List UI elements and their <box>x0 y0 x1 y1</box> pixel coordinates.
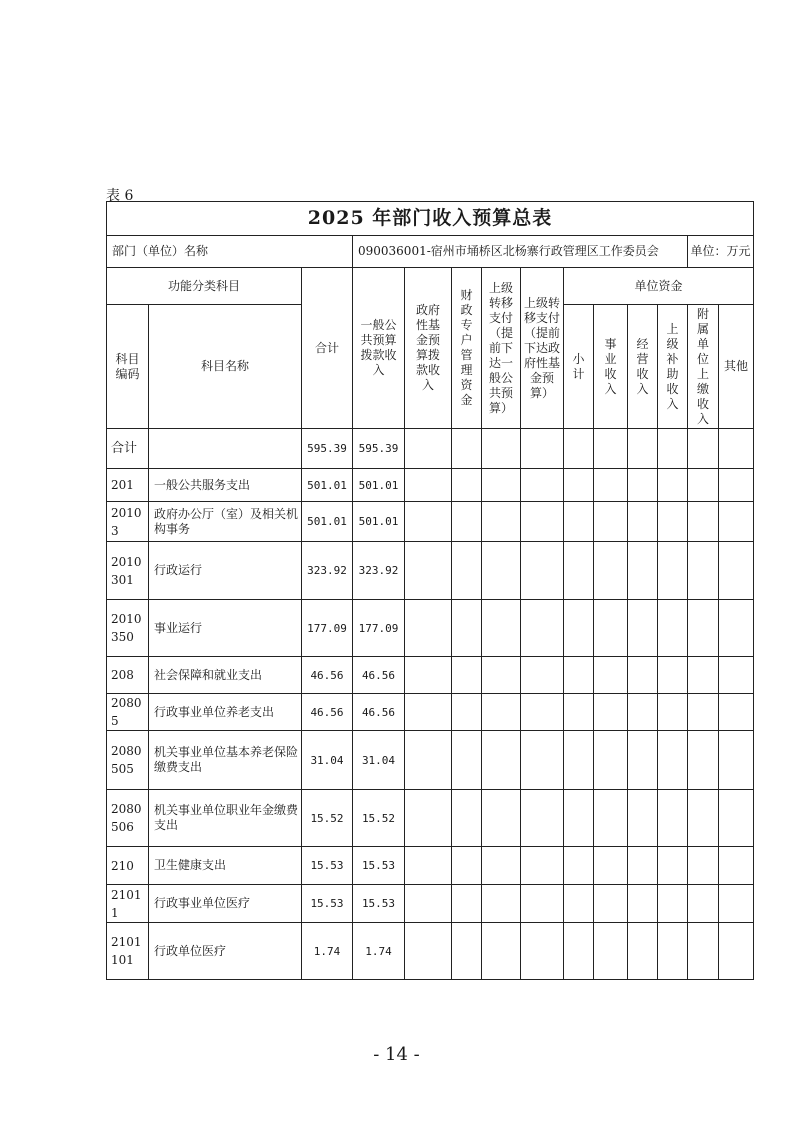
row-general: 1.74 <box>353 923 405 980</box>
row-name: 事业运行 <box>149 600 302 657</box>
row-code: 2080505 <box>107 731 149 790</box>
row-name: 行政事业单位养老支出 <box>149 694 302 731</box>
row-name: 政府办公厅（室）及相关机构事务 <box>149 502 302 542</box>
row-total: 501.01 <box>302 469 353 502</box>
table-row <box>107 923 754 980</box>
row-general: 595.39 <box>353 429 405 469</box>
row-code: 210 <box>107 847 149 885</box>
header-affiliated-income: 附属单位上缴收入 <box>688 305 719 429</box>
row-total: 31.04 <box>302 731 353 790</box>
row-code: 2010301 <box>107 542 149 600</box>
row-general: 46.56 <box>353 694 405 731</box>
row-general: 46.56 <box>353 657 405 694</box>
table-row <box>107 847 754 885</box>
row-code: 合计 <box>107 429 149 469</box>
row-name: 行政事业单位医疗 <box>149 885 302 923</box>
dept-label: 部门（单位）名称 <box>107 236 353 268</box>
row-total: 1.74 <box>302 923 353 980</box>
dept-value: 090036001-宿州市埇桥区北杨寨行政管理区工作委员会 <box>353 236 688 268</box>
table-row <box>107 694 754 731</box>
row-name: 社会保障和就业支出 <box>149 657 302 694</box>
row-total: 15.53 <box>302 847 353 885</box>
row-general: 15.52 <box>353 790 405 847</box>
budget-table <box>106 201 754 980</box>
row-total: 15.52 <box>302 790 353 847</box>
row-general: 323.92 <box>353 542 405 600</box>
row-name: 行政单位医疗 <box>149 923 302 980</box>
row-total: 501.01 <box>302 502 353 542</box>
row-total: 15.53 <box>302 885 353 923</box>
table-row <box>107 600 754 657</box>
row-name: 机关事业单位基本养老保险缴费支出 <box>149 731 302 790</box>
row-general: 501.01 <box>353 469 405 502</box>
row-code: 21011 <box>107 885 149 923</box>
row-total: 46.56 <box>302 657 353 694</box>
row-total: 595.39 <box>302 429 353 469</box>
header-upper-general: 上级转移支付（提前下达一般公共预算） <box>482 268 521 429</box>
header-fiscal-special: 财政专户管理资金 <box>452 268 482 429</box>
table-row <box>107 885 754 923</box>
table-label: 表 6 <box>106 188 134 204</box>
table-row <box>107 502 754 542</box>
table-row <box>107 731 754 790</box>
header-func-category: 功能分类科目 <box>107 268 302 305</box>
row-name: 一般公共服务支出 <box>149 469 302 502</box>
row-code: 20805 <box>107 694 149 731</box>
header-total: 合计 <box>302 268 353 429</box>
row-total: 46.56 <box>302 694 353 731</box>
row-name: 机关事业单位职业年金缴费支出 <box>149 790 302 847</box>
header-name: 科目名称 <box>149 305 302 429</box>
header-upper-fund: 上级转移支付（提前下达政府性基金预算） <box>521 268 564 429</box>
table-row <box>107 657 754 694</box>
row-total: 323.92 <box>302 542 353 600</box>
header-gov-fund: 政府性基金预算拨款收入 <box>405 268 452 429</box>
header-general-budget: 一般公共预算拨款收入 <box>353 268 405 429</box>
row-code: 201 <box>107 469 149 502</box>
page-title: 2025 年部门收入预算总表 <box>107 202 754 236</box>
row-general: 31.04 <box>353 731 405 790</box>
row-code: 2101101 <box>107 923 149 980</box>
table-row <box>107 429 754 469</box>
row-general: 501.01 <box>353 502 405 542</box>
row-total: 177.09 <box>302 600 353 657</box>
header-upper-subsidy: 上级补助收入 <box>658 305 688 429</box>
row-general: 15.53 <box>353 885 405 923</box>
header-code: 科目编码 <box>107 305 149 429</box>
row-name: 行政运行 <box>149 542 302 600</box>
header-business-income: 事业收入 <box>594 305 628 429</box>
table-row <box>107 469 754 502</box>
row-code: 20103 <box>107 502 149 542</box>
row-name: 卫生健康支出 <box>149 847 302 885</box>
row-general: 15.53 <box>353 847 405 885</box>
row-name <box>149 429 302 469</box>
table-row <box>107 790 754 847</box>
row-code: 2010350 <box>107 600 149 657</box>
header-other: 其他 <box>719 305 754 429</box>
row-code: 2080506 <box>107 790 149 847</box>
row-code: 208 <box>107 657 149 694</box>
header-operating-income: 经营收入 <box>628 305 658 429</box>
table-row <box>107 542 754 600</box>
row-general: 177.09 <box>353 600 405 657</box>
page-number: - 14 - <box>373 1044 420 1065</box>
header-unit-funds: 单位资金 <box>564 268 754 305</box>
unit-label: 单位：万元 <box>688 236 754 268</box>
header-subtotal: 小计 <box>564 305 594 429</box>
